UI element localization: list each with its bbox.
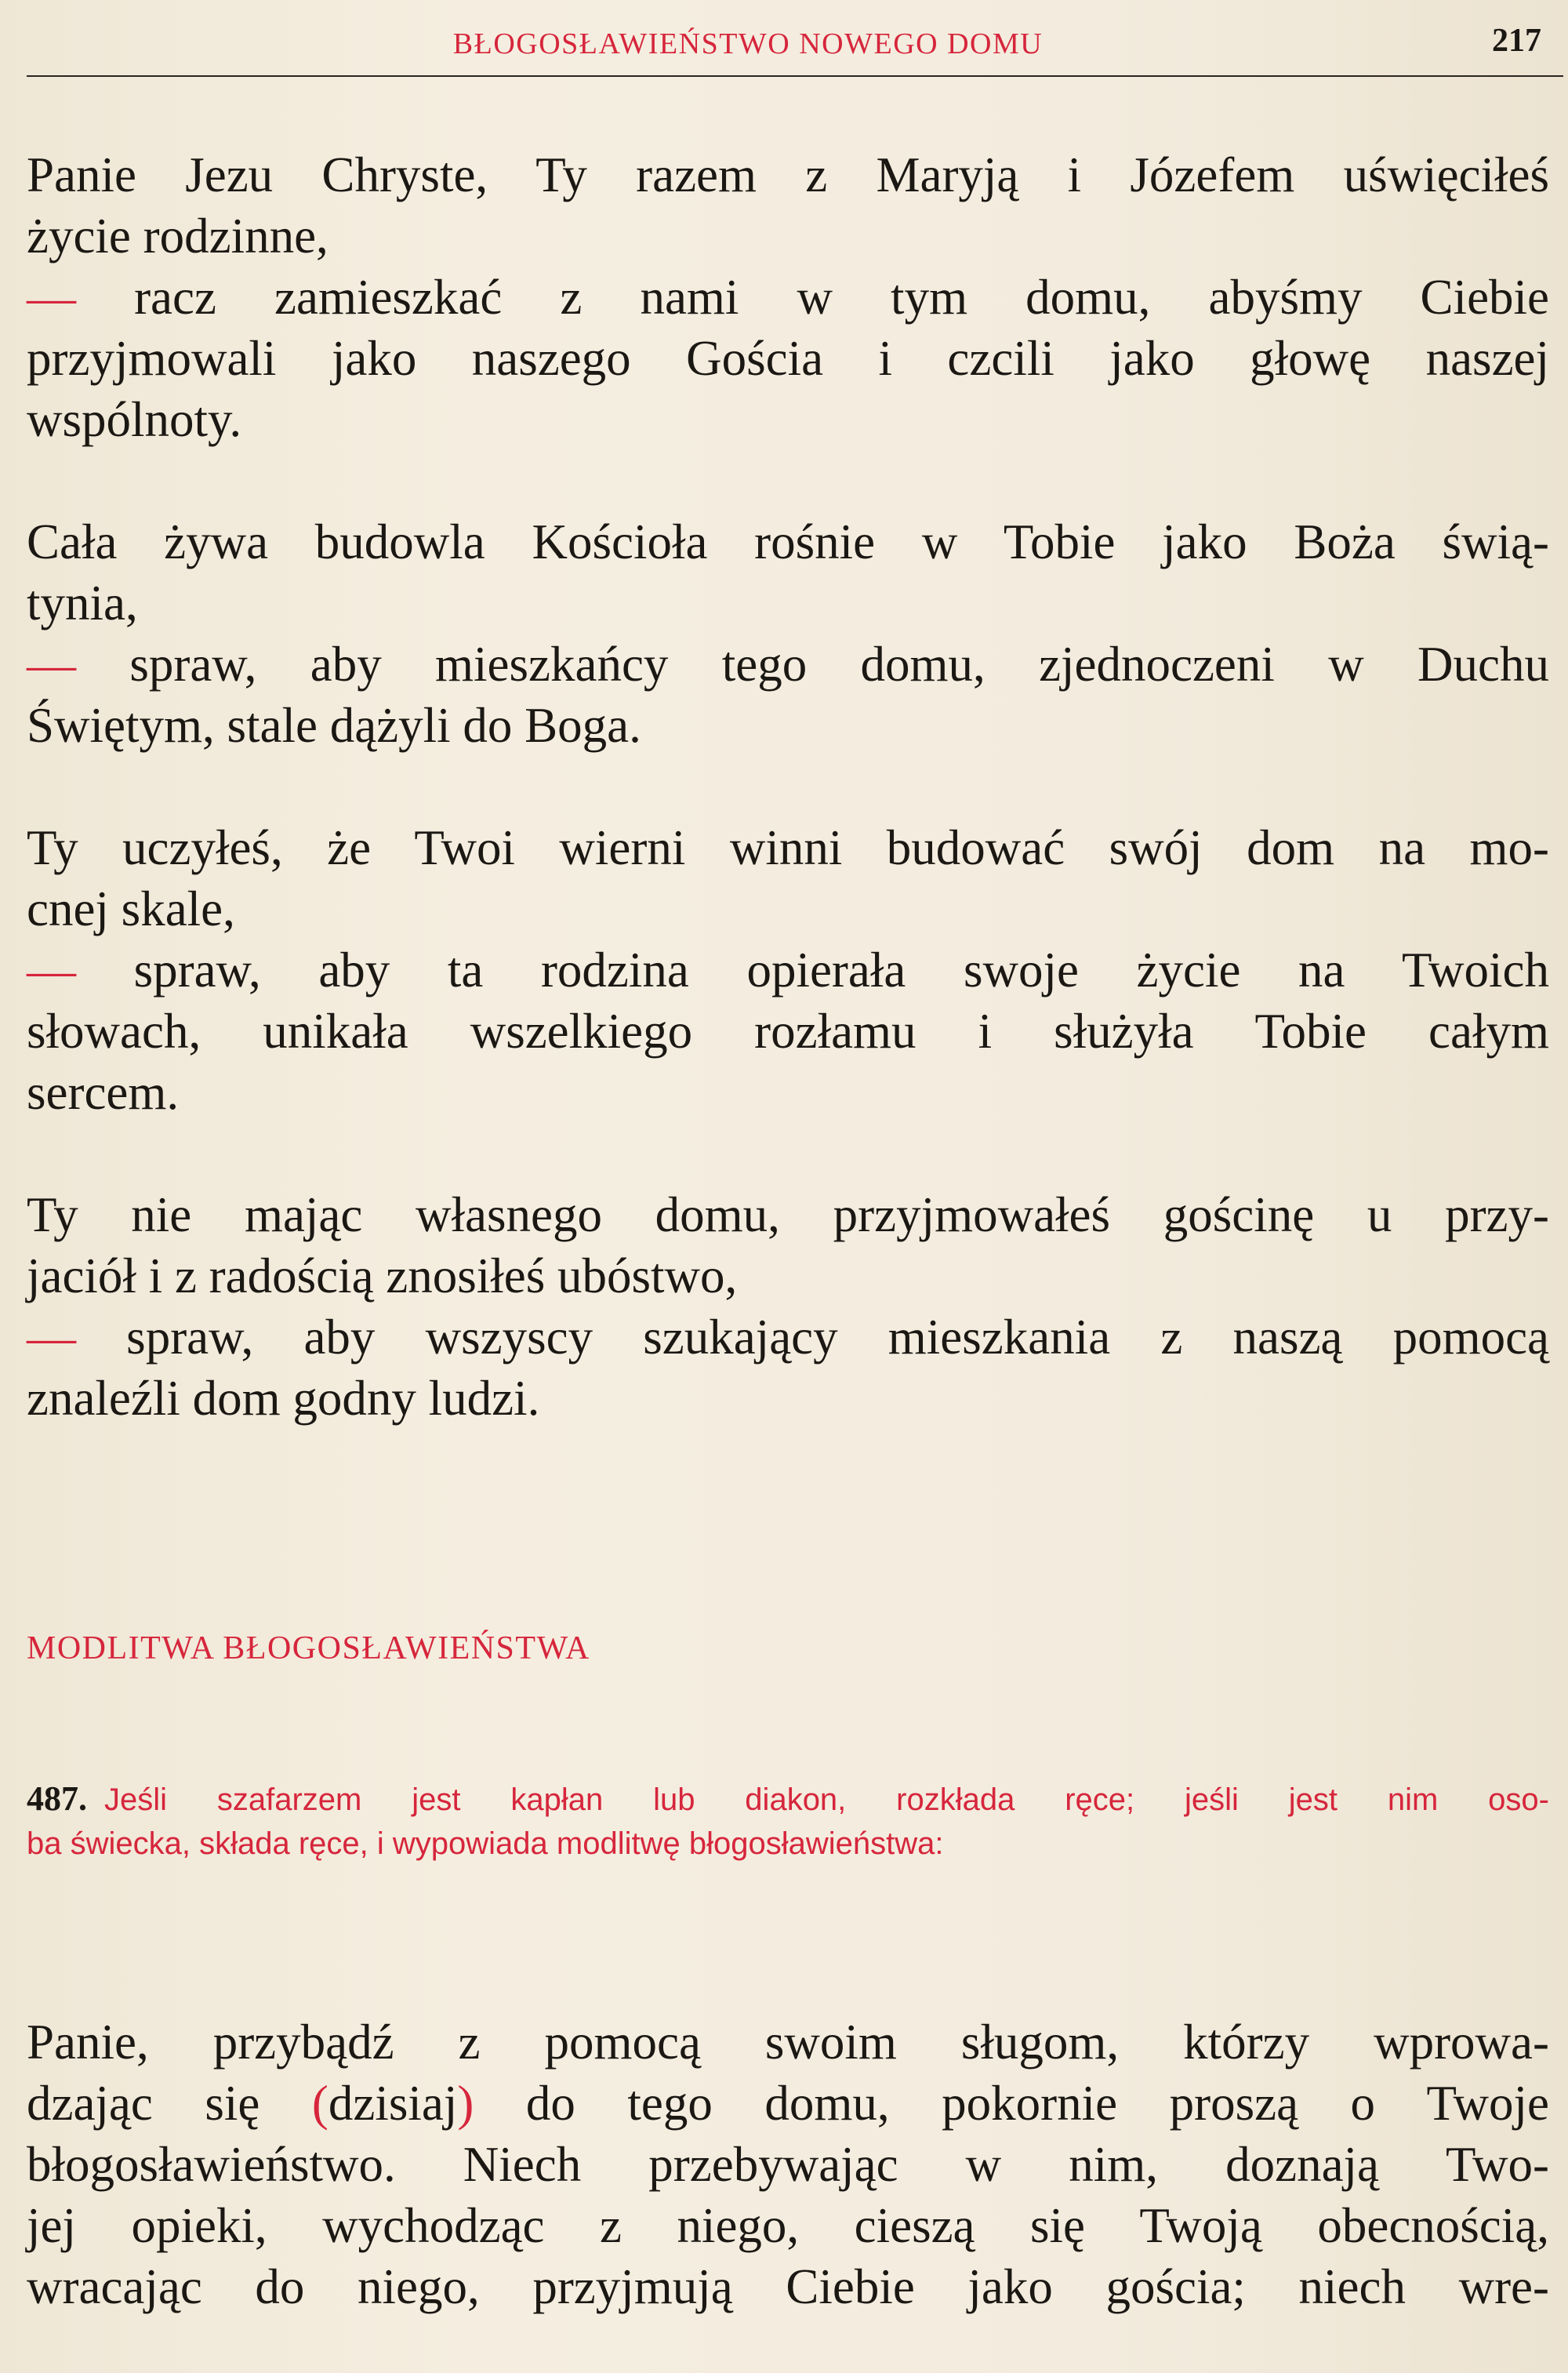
prayer-text: do tego domu, pokornie proszą o Twoje [474, 2076, 1549, 2131]
intercessions [27, 144, 1549, 1490]
prayer-line: wracając do niego, przyjmują Ciebie jako gościa; niech wre- [27, 2259, 1549, 2314]
intercession-2 [27, 511, 1549, 756]
response-text: spraw, aby ta rodzina opierała swoje życie na Twoich [76, 943, 1549, 998]
invocation-line: Ty nie mając własnego domu, przyjmowałeś gościnę u przy- [27, 1187, 1549, 1242]
invocation-line: tynia, [27, 576, 138, 630]
intercession-4 [27, 1184, 1549, 1429]
rubric-line: ba świecka, składa ręce, i wypowiada modlitwę błogosławieństwa: [27, 1826, 944, 1861]
response-text: spraw, aby mieszkańcy tego domu, zjednoczeni w Duchu [76, 637, 1549, 692]
response-dash: — [27, 637, 76, 692]
rubric-text: Jeśli szafarzem jest kapłan lub diakon, rozkłada ręce; jeśli jest nim oso- [104, 1782, 1549, 1817]
response-text: racz zamieszkać z nami w tym domu, abyśmy Ciebie [76, 270, 1549, 325]
running-title: BŁOGOSŁAWIEŃSTWO NOWEGO DOMU [452, 27, 1044, 60]
rubric [27, 1777, 1549, 1866]
response-dash: — [27, 270, 76, 325]
prayer-line: Panie, przybądź z pomocą swoim sługom, którzy wprowa- [27, 2015, 1549, 2070]
response-line: słowach, unikała wszelkiego rozłamu i służyła Tobie całym [27, 1004, 1549, 1059]
section-heading: MODLITWA BŁOGOSŁAWIEŃSTWA [27, 1630, 590, 1666]
invocation-line: Cała żywa budowla Kościoła rośnie w Tobie jako Boża świą- [27, 514, 1549, 569]
response-dash: — [27, 1310, 76, 1365]
optional-word: dzisiaj [328, 2076, 458, 2131]
response-line: przyjmowali jako naszego Gościa i czcili jako głowę naszej [27, 331, 1549, 386]
invocation-line: Ty uczyłeś, że Twoi wierni winni budować swój dom na mo- [27, 820, 1549, 875]
optional-paren-close: ) [457, 2076, 474, 2131]
response-line [27, 634, 1549, 695]
header-rule [27, 75, 1563, 77]
prayer-line: błogosławieństwo. Niech przebywając w nim, doznają Two- [27, 2137, 1549, 2192]
response-text: spraw, aby wszyscy szukający mieszkania z naszą pomocą [76, 1310, 1549, 1365]
prayer-text: dzając się [27, 2076, 312, 2131]
rubric-line [27, 1777, 1549, 1822]
prayer-line: jej opieki, wychodząc z niego, cieszą się Twoją obecnością, [27, 2198, 1549, 2253]
page-header [27, 22, 1552, 69]
response-dash: — [27, 943, 76, 998]
invocation-line: życie rodzinne, [27, 209, 328, 263]
invocation-line: Panie Jezu Chryste, Ty razem z Maryją i Józefem uświęciłeś [27, 147, 1549, 202]
response-line [27, 939, 1549, 1001]
prayer-line [27, 2073, 1549, 2134]
response-line: sercem. [27, 1065, 180, 1120]
intercession-1 [27, 144, 1549, 450]
page-number: 217 [1492, 23, 1541, 59]
invocation-line: cnej skale, [27, 881, 235, 936]
response-line: Świętym, stale dążyli do Boga. [27, 698, 641, 753]
intercession-3 [27, 817, 1549, 1123]
response-line [27, 1306, 1549, 1368]
invocation-line: jaciół i z radością znosiłeś ubóstwo, [27, 1248, 738, 1303]
paragraph-number: 487. [27, 1779, 87, 1818]
response-line: wspólnoty. [27, 392, 242, 447]
response-line [27, 267, 1549, 328]
optional-paren-open: ( [311, 2076, 328, 2131]
blessing-prayer [27, 2011, 1549, 2317]
response-line: znaleźli dom godny ludzi. [27, 1371, 540, 1426]
